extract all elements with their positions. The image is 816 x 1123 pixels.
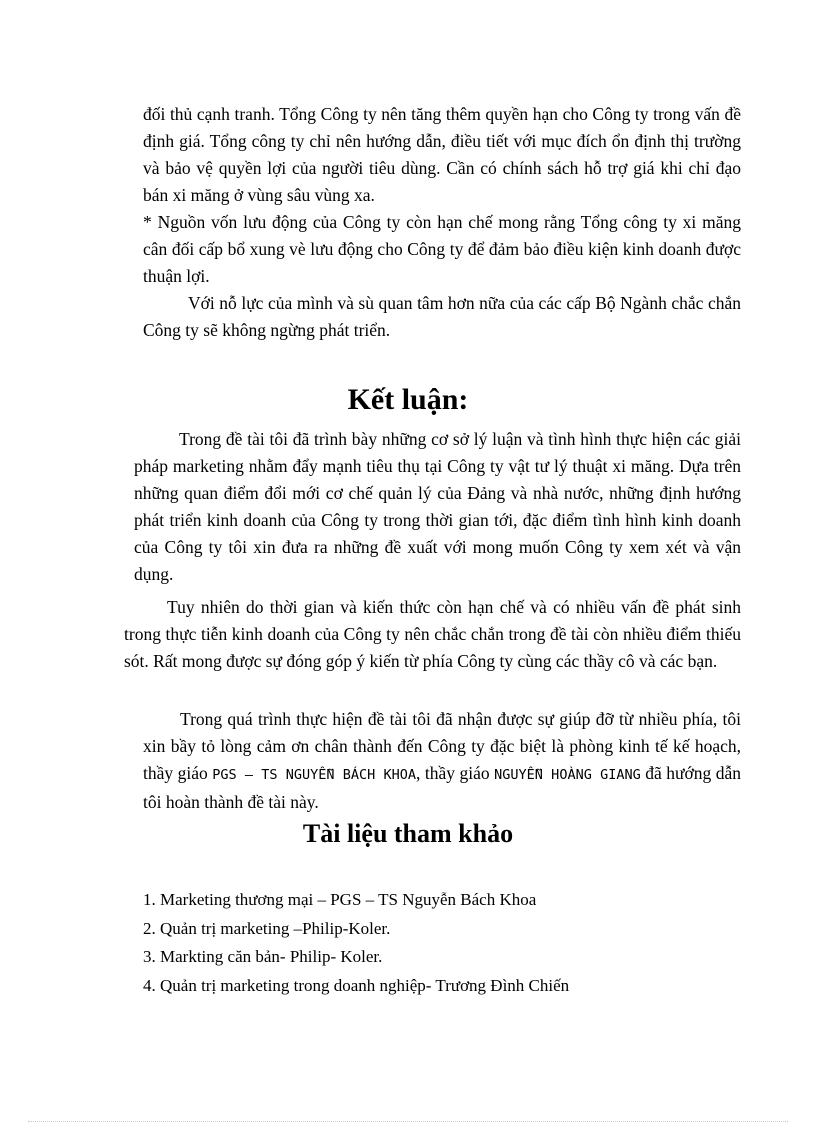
reference-item: 3. Markting căn bản- Philip- Koler. <box>143 947 383 966</box>
intro-closing-paragraph: Với nỗ lực của mình và sù quan tâm hơn nữa của các cấp Bộ Ngành chắc chắn Công ty sẽ không ngừng phát triển. <box>143 293 741 340</box>
page-bottom-divider <box>28 1121 788 1122</box>
intro-paragraph-capital: * Nguồn vốn lưu động của Công ty còn hạn chế mong rằng Tổng công ty xi măng cân đối cấp bổ xung vè lưu động cho Công ty để đảm bảo điều kiện kinh doanh được thuận lợi. <box>143 212 741 286</box>
references-heading: Tài liệu tham khảo <box>302 819 514 848</box>
acknowledgement-text-2: , thầy giáo <box>416 763 495 783</box>
advisor-name-2: NGUYỄN HOÀNG GIANG <box>494 767 641 783</box>
reference-item: 1. Marketing thương mại – PGS – TS Nguyễn Bách Khoa <box>143 890 537 909</box>
conclusion-paragraph-3 <box>143 706 741 816</box>
acknowledgement-text: Trong quá trình thực hiện đề tài tôi đã nhận được sự giúp đỡ từ nhiều phía, tôi xin bầy tỏ lòng cảm ơn chân thành đến Công ty đặc biệt là phòng kinh tế kế hoạch, thầy giáo <box>143 709 741 783</box>
acknowledgement-text-3: đã hướng dẫn tôi hoàn thành đề tài này. <box>143 763 741 812</box>
advisor-name-1: PGS – TS NGUYỄN BÁCH KHOA <box>212 767 417 783</box>
conclusion-heading: Kết luận: <box>347 383 469 416</box>
reference-item: 2. Quản trị marketing –Philip-Koler. <box>143 918 391 938</box>
conclusion-paragraph-1: Trong đề tài tôi đã trình bày những cơ sở lý luận và tình hình thực hiện các giải pháp marketing nhằm đẩy mạnh tiêu thụ tại Công ty vật tư lý thuật xi măng. Dựa trên những quan điểm đổi mới cơ chế quản lý của Đảng và nhà nước, những định hướng phát triển kinh doanh của Công ty trong thời gian tới, đặc điểm tình hình kinh doanh của Công ty tôi xin đưa ra những đề xuất với mong muốn Công ty xem xét và vận dụng. <box>134 429 741 584</box>
intro-paragraph-pricing: đối thủ cạnh tranh. Tổng Công ty nên tăng thêm quyền hạn cho Công ty trong vấn đề định giá. Tổng công ty chỉ nên hướng dẫn, điều tiết với mục đích ổn định thị trường và bảo vệ quyền lợi của người tiêu dùng. Cần có chính sách hỗ trợ giá khi chỉ đạo bán xi măng ở vùng sâu vùng xa. <box>143 104 741 205</box>
intro-section <box>143 101 741 344</box>
reference-item: 4. Quản trị marketing trong doanh nghiệp- Trương Đình Chiến <box>143 975 570 995</box>
references-list <box>143 886 569 1000</box>
conclusion-paragraph-2: Tuy nhiên do thời gian và kiến thức còn hạn chế và có nhiều vấn đề phát sinh trong thực tiễn kinh doanh của Công ty nên chắc chắn trong đề tài còn nhiều điểm thiếu sót. Rất mong được sự đóng góp ý kiến từ phía Công ty cùng các thầy cô và các bạn. <box>124 597 741 671</box>
